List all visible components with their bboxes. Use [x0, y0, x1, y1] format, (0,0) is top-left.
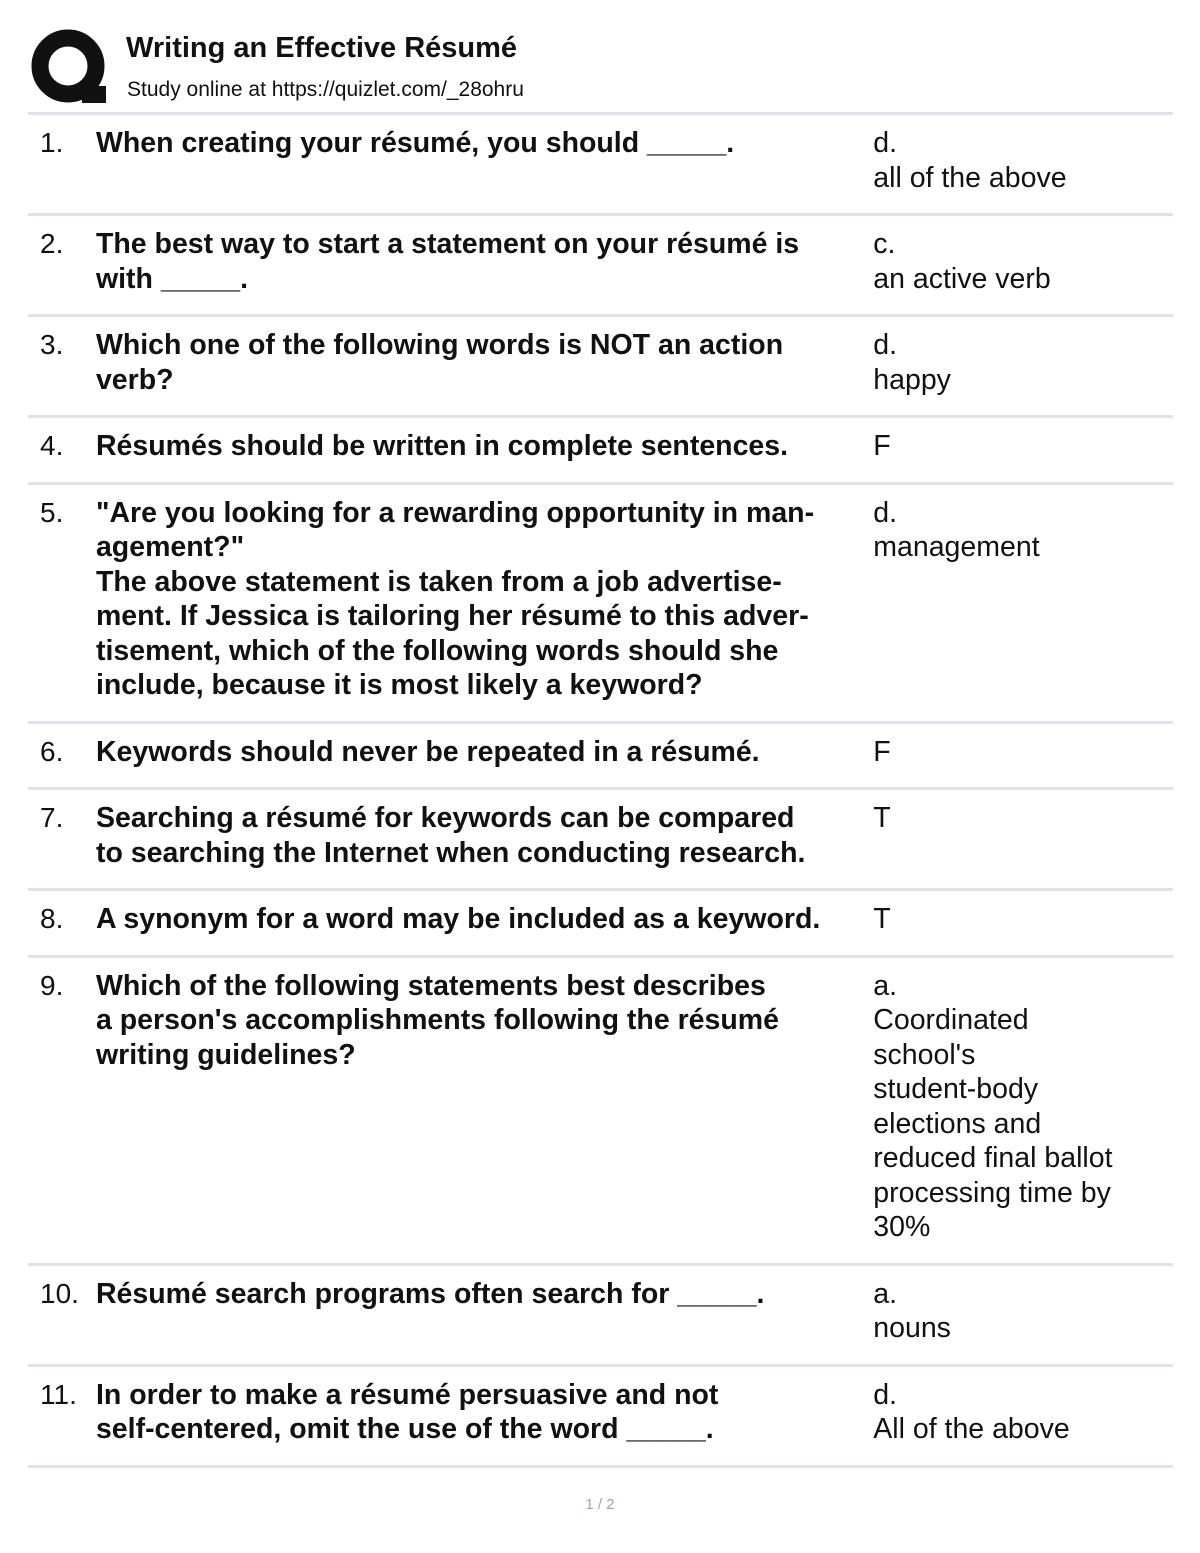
flashcard-row: [28, 1364, 1173, 1468]
answer-letter: F: [873, 735, 891, 768]
card-number: 5.: [40, 496, 64, 528]
question-line: The above statement is taken from a job advertise-: [95, 565, 782, 598]
card-question: [96, 126, 873, 161]
question-line: agement?": [95, 531, 245, 563]
flashcard-row: [28, 415, 1173, 482]
flashcard-row: [28, 955, 1173, 1263]
answer-line: processing time by: [873, 1176, 1111, 1209]
card-question: [96, 328, 873, 397]
question-line: In order to make a résumé persuasive and not: [95, 1378, 719, 1411]
card-question: [96, 227, 873, 296]
answer-line: elections and: [873, 1107, 1042, 1140]
answer-letter: d.: [873, 1378, 898, 1411]
answer-line: reduced final ballot: [873, 1142, 1113, 1174]
card-number: 2.: [40, 228, 64, 259]
card-number: 11.: [40, 1378, 77, 1410]
card-number: 8.: [40, 903, 64, 934]
flashcard-row: [28, 213, 1173, 314]
question-line: Searching a résumé for keywords can be compared: [95, 802, 795, 834]
question-line: Which of the following statements best describes: [95, 969, 766, 1002]
flashcard-row: [28, 787, 1173, 888]
question-line: self-centered, omit the use of the word _____.: [95, 1413, 714, 1445]
question-line: verb?: [95, 363, 174, 396]
answer-letter: d.: [873, 496, 898, 529]
question-line: The best way to start a statement on your résumé is: [95, 228, 800, 260]
card-question: [96, 429, 873, 464]
question-line: Résumé search programs often search for _____.: [95, 1277, 765, 1310]
answer-line: management: [873, 531, 1040, 563]
question-line: A synonym for a word may be included as a keyword.: [95, 903, 821, 935]
answer-letter: d.: [873, 329, 898, 361]
card-answer: [873, 1277, 1173, 1346]
answer-line: all of the above: [873, 161, 1067, 194]
answer-line: All of the above: [873, 1413, 1070, 1445]
study-link[interactable]: Study online at https://quizlet.com/_28ohru: [127, 78, 524, 101]
answer-letter: d.: [873, 127, 898, 159]
quizlet-logo-icon: [30, 28, 108, 106]
card-question: [96, 902, 873, 937]
flashcard-row: [28, 314, 1173, 415]
card-question: [96, 801, 873, 870]
card-number: 4.: [40, 430, 64, 461]
answer-letter: T: [873, 903, 891, 935]
question-line: When creating your résumé, you should _____.: [95, 127, 735, 159]
answer-letter: T: [873, 802, 891, 834]
card-number: 7.: [40, 802, 64, 833]
card-question: [96, 969, 873, 1073]
answer-line: student-body: [873, 1073, 1039, 1105]
card-number: 3.: [40, 329, 64, 360]
card-question: [96, 496, 873, 703]
question-line: writing guidelines?: [95, 1038, 356, 1071]
card-answer: [873, 1378, 1173, 1447]
flashcard-row: [28, 482, 1173, 721]
answer-line: nouns: [873, 1312, 951, 1344]
answer-letter: c.: [873, 228, 896, 260]
flashcard-list: [28, 112, 1173, 1468]
question-line: include, because it is most likely a keyword?: [95, 669, 703, 701]
flashcard-row: [28, 112, 1173, 213]
card-question: [96, 735, 873, 770]
question-line: "Are you looking for a rewarding opportunity in man-: [95, 496, 815, 529]
answer-line: 30%: [873, 1211, 931, 1243]
card-number: 1.: [40, 127, 64, 158]
answer-line: happy: [873, 363, 951, 396]
card-answer: [873, 735, 1173, 770]
card-answer: [873, 902, 1173, 937]
card-number: 10.: [40, 1277, 79, 1309]
flashcard-row: [28, 1263, 1173, 1364]
answer-letter: F: [873, 430, 891, 462]
question-line: Which one of the following words is NOT an action: [95, 329, 784, 361]
question-line: a person's accomplishments following the résumé: [95, 1004, 779, 1036]
answer-letter: a.: [873, 1277, 898, 1310]
card-answer: [873, 969, 1173, 1245]
question-line: Keywords should never be repeated in a résumé.: [95, 735, 760, 768]
question-line: ment. If Jessica is tailoring her résumé to this adver-: [95, 600, 809, 632]
answer-line: an active verb: [873, 262, 1051, 295]
card-answer: [873, 227, 1173, 296]
card-answer: [873, 126, 1173, 195]
card-question: [96, 1378, 873, 1447]
question-line: tisement, which of the following words should she: [95, 634, 779, 667]
answer-line: school's: [873, 1038, 976, 1071]
card-number: 6.: [40, 735, 64, 767]
card-number: 9.: [40, 969, 64, 1001]
flashcard-row: [28, 721, 1173, 788]
card-answer: [873, 328, 1173, 397]
page-indicator: 1 / 2: [585, 1496, 615, 1513]
card-answer: [873, 801, 1173, 836]
card-answer: [873, 496, 1173, 565]
page-title: Writing an Effective Résumé: [126, 32, 518, 64]
question-line: to searching the Internet when conducting research.: [95, 836, 806, 869]
question-line: Résumés should be written in complete sentences.: [95, 430, 789, 462]
card-answer: [873, 429, 1173, 464]
answer-letter: a.: [873, 969, 898, 1002]
flashcard-row: [28, 888, 1173, 955]
page-header: [30, 28, 1172, 112]
question-line: with _____.: [95, 262, 249, 295]
card-question: [96, 1277, 873, 1312]
answer-line: Coordinated: [873, 1004, 1029, 1036]
